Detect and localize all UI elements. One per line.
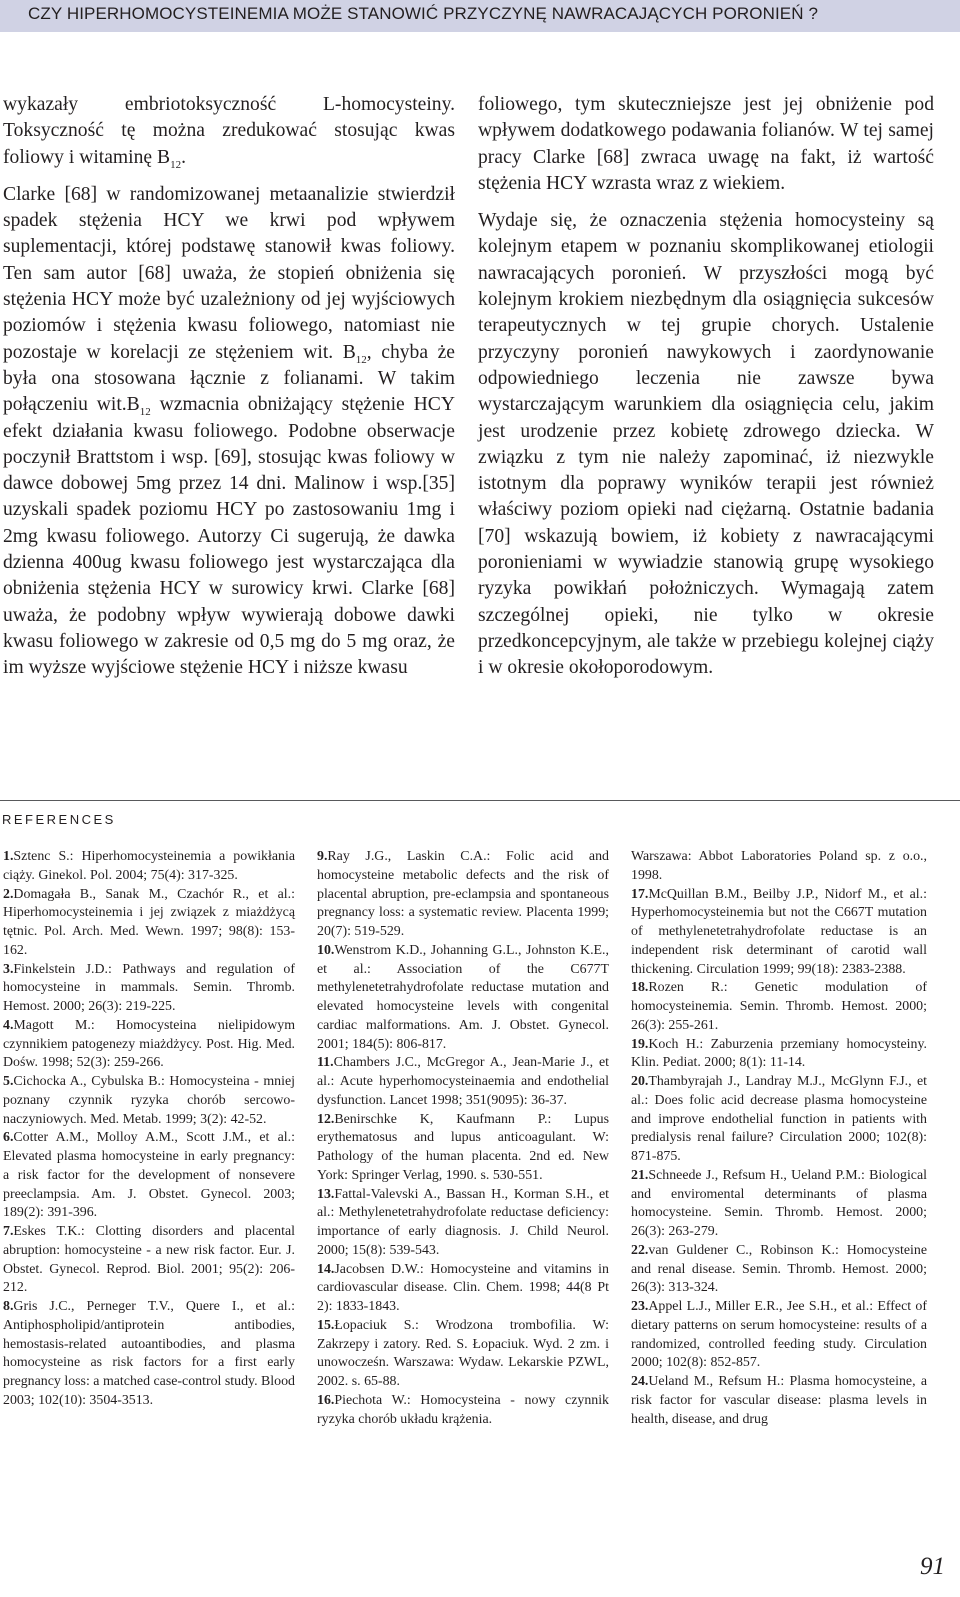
- reference-text: , et al.: Elevated plasma homocysteine in early pregnancy: a risk factor for the development of nonsevere preeclampsia. Am. J. Obstet. Gynecol. 2003; 189(2): 391-396.: [3, 1130, 295, 1221]
- body-paragraph: Wydaje się, że oznaczenia stężenia homocysteiny są kolejnym etapem w poznaniu skomplikowanej etiologii nawracających poronień. W przyszłości mogą być kolejnym krokiem niezbędnym dla osiągnięcia sukcesów terapeutycznych w tej grupie chorych. Ustalenie przyczyny poronień nawykowych i zaordynowanie odpowiedniego leczenia nie zawsze bywa wystarczającym warunkiem dla osiągnięcia celu, jakim jest urodzenie przez kobietę zdrowego dziecka. W związku z tym nie należy zapominać, iż niezwykle istotnym dla poprawy wyników terapii jest również właściwy poziom opieki nad ciężarną. Ostatnie badania [70] wskazują bowiem, iż kobiety z nawracającymi poronieniami w wywiadzie stanowią grupę wysokiego ryzyka powikłań położniczych. Wymagają zatem szczególnej opieki, nie tylko w okresie przedkoncepcyjnym, ale także w przebiegu kolejnej ciąży i w okresie okołoporodowym.: [478, 210, 934, 679]
- reference-author: Eskes T.K.: [13, 1224, 81, 1239]
- reference-author: Ueland M., Refsum H.: [648, 1374, 781, 1389]
- references-column-3: [631, 848, 927, 1429]
- reference-number-author: 2.: [3, 886, 14, 902]
- reference-number-author: 6.: [3, 1130, 14, 1146]
- reference-author: Rozen R.: [648, 980, 724, 996]
- reference-text: : Genetic modulation of homocysteinemia. Semin. Thromb. Hemost. 2000; 26(3): 255-261.: [631, 980, 927, 1033]
- reference-author: Sztenc S.: [13, 849, 70, 864]
- reference-item: [631, 886, 927, 980]
- reference-item: [317, 1261, 609, 1317]
- reference-author: Wenstrom K.D., Johanning G.L., Johnston K.E.: [334, 942, 606, 958]
- reference-author: van Guldener C., Robinson K.: [648, 1242, 835, 1258]
- reference-number-author: 20.: [631, 1074, 649, 1089]
- reference-item: [631, 1036, 927, 1074]
- body-paragraph: Clarke [68] w randomizowanej metaanalizie stwierdził spadek stężenia HCY we krwi pod wpływem suplementacji, której podstawę stanowił kwas foliowy. Ten sam autor [68] uważa, że stopień obniżenia się stężenia HCY może być uzależniony od jej wyjściowych poziomów i stężenia kwasu foliowego, natomiast nie pozostaje w korelacji ze stężeniem wit. $B_{12}$, chyba że była ona stosowana łącznie z folianami. W takim połączeniu $wit.B_{12}$ wzmacnia obniżający stężenie HCY efekt działania kwasu foliowego. Podobne obserwacje poczynił Brattstom i wsp. [69], stosując kwas foliowy w dawce dobowej 5mg przez 14 dni. Malinow i wsp.[35] uzyskali spadek poziomu HCY po zastosowaniu 1mg i 2mg kwasu foliowego. Autorzy Ci sugerują, że dawka dzienna 400ug kwasu foliowego jest wystarczająca dla obniżenia stężenia HCY w surowicy krwi. Clarke [68] uważa, że podobny wpływ wywierają dobowe dawki kwasu foliowego w zakresie od 0,5 mg do 5 mg oraz, że im wyższe wyjściowe stężenie HCY i niższe kwasu: [3, 183, 456, 679]
- reference-item: [631, 1073, 927, 1167]
- reference-text: : Homocysteine and renal disease. Semin. Thromb. Hemost. 2000; 26(3): 313-324.: [631, 1242, 927, 1296]
- reference-text: : Homocysteina - mniej poznany czynnik ryzyka chorób sercowo- naczyniowych. Med. Metab. 1999; 3(2): 42-52.: [3, 1074, 295, 1127]
- reference-text: Warszawa: Abbot Laboratories Poland sp. z o.o., 1998.: [631, 849, 927, 883]
- reference-text: , et al.: Hiperhomocysteinemia i jej związek z miażdżycą tętnic. Pol. Arch. Med. Wewn. 1997; 98(8): 153-162.: [3, 886, 295, 958]
- reference-author: Finkelstein J.D.: [13, 961, 109, 977]
- reference-text: , et al.: Methylenetetrahydrofolate reductase deficiency: importance of early diagnosis. J. Child Neurol. 2000; 15(8): 539-543.: [317, 1186, 609, 1258]
- reference-number-author: 13.: [317, 1186, 335, 1202]
- reference-author: Fattal-Valevski A., Bassan H., Korman S.H.: [334, 1186, 590, 1202]
- reference-author: Jacobsen D.W.: [334, 1261, 420, 1277]
- reference-author: Chambers J.C., McGregor A., Jean-Marie J.: [333, 1055, 590, 1071]
- reference-number-author: 21.: [631, 1167, 649, 1183]
- reference-item: [631, 848, 927, 886]
- page-number: 91: [920, 1553, 945, 1580]
- section-divider: [0, 800, 960, 801]
- reference-text: : Clotting disorders and placental abruption: homocysteine - a new risk factor. Eur. J. Obstet. Gynecol. Reprod. Biol. 2001; 95(2): 206-212.: [3, 1224, 295, 1296]
- reference-text: : Plasma homocysteine, a risk factor for vascular disease: plasma levels in health, disease, and drug: [631, 1374, 927, 1427]
- reference-number-author: 23.: [631, 1299, 649, 1314]
- reference-author: Łopaciuk S.: [334, 1317, 415, 1333]
- reference-number-author: 24.: [631, 1374, 649, 1389]
- reference-item: [317, 1186, 609, 1261]
- reference-author: Piechota W.: [334, 1392, 407, 1408]
- references-heading: REFERENCES: [2, 812, 116, 827]
- reference-text: : Lupus erythematosus and lupus anticoagulant. W: Pathology of the human placenta. 2nd ed. New York: Springer Verlag, 1990. s. 530-551.: [317, 1111, 609, 1183]
- reference-item: [3, 1223, 295, 1298]
- reference-author: Ray J.G., Laskin C.A.: [327, 849, 487, 864]
- reference-number-author: 18.: [631, 980, 649, 996]
- reference-number-author: 15.: [317, 1317, 335, 1333]
- reference-text: , et al.: Effect of dietary patterns on serum homocysteine: results of a randomized, controlled feeding study. Circulation 2000; 102(8): 852-857.: [631, 1299, 927, 1371]
- reference-text: : Wrodzona trombofilia. W: Zakrzepy i zatory. Red. S. Łopaciuk. Wyd. 2 zm. i unowocześn. Warszawa: Wydaw. Lekarskie PZWL, 2002. s. 65-88.: [317, 1317, 609, 1389]
- references-column-1: [3, 848, 295, 1411]
- reference-number-author: 16.: [317, 1392, 335, 1408]
- reference-number-author: 11.: [317, 1055, 334, 1071]
- reference-author: Thambyrajah J., Landray M.J., McGlynn F.J.: [648, 1074, 909, 1089]
- reference-number-author: 8.: [3, 1299, 14, 1314]
- reference-item: [3, 1129, 295, 1223]
- reference-author: Cichocka A., Cybulska B.: [13, 1074, 161, 1089]
- reference-text: : Folic acid and homocysteine metabolic defects and the risk of placental abruption, pre-eclampsia and spontaneous pregnancy loss: a systematic review. Placenta 1999; 20(7): 519-529.: [317, 849, 609, 939]
- reference-item: [3, 848, 295, 886]
- reference-number-author: 9.: [317, 849, 328, 864]
- reference-item: [317, 942, 609, 1055]
- subscript: 12: [355, 353, 367, 366]
- reference-text: : Homocysteina - nowy czynnik ryzyka chorób układu krążenia.: [317, 1392, 610, 1427]
- reference-item: [3, 1298, 295, 1411]
- reference-number-author: 3.: [3, 961, 14, 977]
- reference-text: : Homocysteina nielipidowym czynnikiem patogenezy miażdżycy. Post. Hig. Med. Dośw. 1998; 52(3): 259-266.: [3, 1017, 295, 1071]
- reference-number-author: 7.: [3, 1224, 14, 1239]
- reference-number-author: 19.: [631, 1036, 649, 1052]
- reference-item: [631, 1373, 927, 1429]
- body-column-right: [478, 92, 934, 682]
- reference-author: Koch H.: [648, 1036, 700, 1052]
- reference-author: Benirschke K, Kaufmann P.: [334, 1111, 548, 1127]
- running-header-title: CZY HIPERHOMOCYSTEINEMIA MOŻE STANOWIĆ PRZYCZYNĘ NAWRACAJĄCYCH PORONIEŃ ?: [28, 4, 819, 23]
- reference-item: [3, 1017, 295, 1073]
- reference-author: McQuillan B.M., Beilby J.P., Nidorf M.: [648, 886, 884, 902]
- reference-text: : Biological and enviromental determinants of plasma homocysteine. Semin. Thromb. Hemost. 2000; 26(3): 263-279.: [631, 1167, 928, 1239]
- body-column-left: [3, 92, 455, 682]
- reference-author: Schneede J., Refsum H., Ueland P.M.: [648, 1167, 862, 1183]
- reference-text: , et al.: Acute hyperhomocysteinaemia and endothelial dysfunction. Lancet 1998; 351(9095): 36-37.: [317, 1055, 609, 1108]
- reference-item: [317, 1054, 609, 1110]
- references-column-2: [317, 848, 609, 1429]
- reference-item: [317, 848, 609, 942]
- reference-item: [631, 1298, 927, 1373]
- reference-text: , et al.: Association of the C677T methylenetetrahydrofolate reductase mutation and elevated homocysteine levels with congenital cardiac malformations. Am. J. Obstet. Gynecol. 2001; 184(5): 806-817.: [317, 942, 609, 1052]
- reference-item: [631, 979, 927, 1035]
- running-header: [0, 0, 960, 32]
- reference-author: Gris J.C., Perneger T.V., Quere I.: [13, 1299, 240, 1314]
- reference-item: [3, 961, 295, 1017]
- reference-author: Appel L.J., Miller E.R., Jee S.H.: [648, 1299, 834, 1314]
- reference-number-author: 1.: [3, 849, 14, 864]
- reference-number-author: 4.: [3, 1017, 14, 1033]
- reference-item: [317, 1317, 609, 1392]
- reference-number-author: 5.: [3, 1074, 14, 1089]
- body-paragraph: foliowego, tym skuteczniejsze jest jej obniżenie pod wpływem dodatkowego podawania folianów. W tej samej pracy Clarke [68] zwraca uwagę na fakt, iż wartość stężenia HCY wzrasta wraz z wiekiem.: [478, 94, 934, 194]
- reference-text: : Zaburzenia przemiany homocysteiny. Klin. Pediat. 2000; 8(1): 11-14.: [631, 1036, 927, 1071]
- reference-number-author: 10.: [317, 942, 335, 958]
- subscript: 12: [139, 406, 151, 419]
- reference-text: , et al.: Hyperhomocysteinemia but not the C667T mutation of methylenetetrahydrofolate reductase is an independent risk determinant of carotid wall thickening. Circulation 1999; 99(18): 2383-2388.: [631, 886, 927, 977]
- reference-item: [631, 1167, 927, 1242]
- reference-author: Magott M.: [13, 1017, 91, 1033]
- reference-text: : Pathways and regulation of homocysteine in mammals. Semin. Thromb. Hemost. 2000; 26(3): 219-225.: [3, 961, 296, 1014]
- reference-number-author: 22.: [631, 1242, 649, 1258]
- reference-item: [631, 1242, 927, 1298]
- reference-author: Cotter A.M., Molloy A.M., Scott J.M.: [13, 1130, 248, 1146]
- reference-text: , et al.: Antiphospholipid/antiprotein antibodies, hemostasis-related autoantibodies, and plasma homocysteine as risk factors for a first early pregnancy loss: a matched case-control study. Blood 2003; 102(10): 3504-3513.: [3, 1299, 295, 1408]
- reference-text: , et al.: Does folic acid decrease plasma homocysteine and improve endothelial function in patients with predialysis renal failure? Circulation 2000; 102(8): 871-875.: [631, 1074, 927, 1164]
- reference-item: [3, 1073, 295, 1129]
- reference-text: : Hiperhomocysteinemia a powikłania ciąży. Ginekol. Pol. 2004; 75(4): 317-325.: [3, 849, 295, 883]
- reference-text: : Homocysteine and vitamins in cardiovascular disease. Clin. Chem. 1998; 44(8 Pt 2): 1833-1843.: [317, 1261, 609, 1314]
- reference-item: [3, 886, 295, 961]
- subscript: 12: [170, 158, 182, 171]
- reference-number-author: 17.: [631, 886, 649, 902]
- reference-item: [317, 1111, 609, 1186]
- reference-item: [317, 1392, 609, 1430]
- reference-number-author: 14.: [317, 1261, 335, 1277]
- reference-author: Domagała B., Sanak M., Czachór R.: [13, 886, 246, 902]
- reference-number-author: 12.: [317, 1111, 335, 1127]
- body-paragraph: wykazały embriotoksyczność L-homocysteiny. Toksyczność tę można zredukować stosując kwas foliowy i witaminę $B_{12}$.: [3, 94, 455, 171]
